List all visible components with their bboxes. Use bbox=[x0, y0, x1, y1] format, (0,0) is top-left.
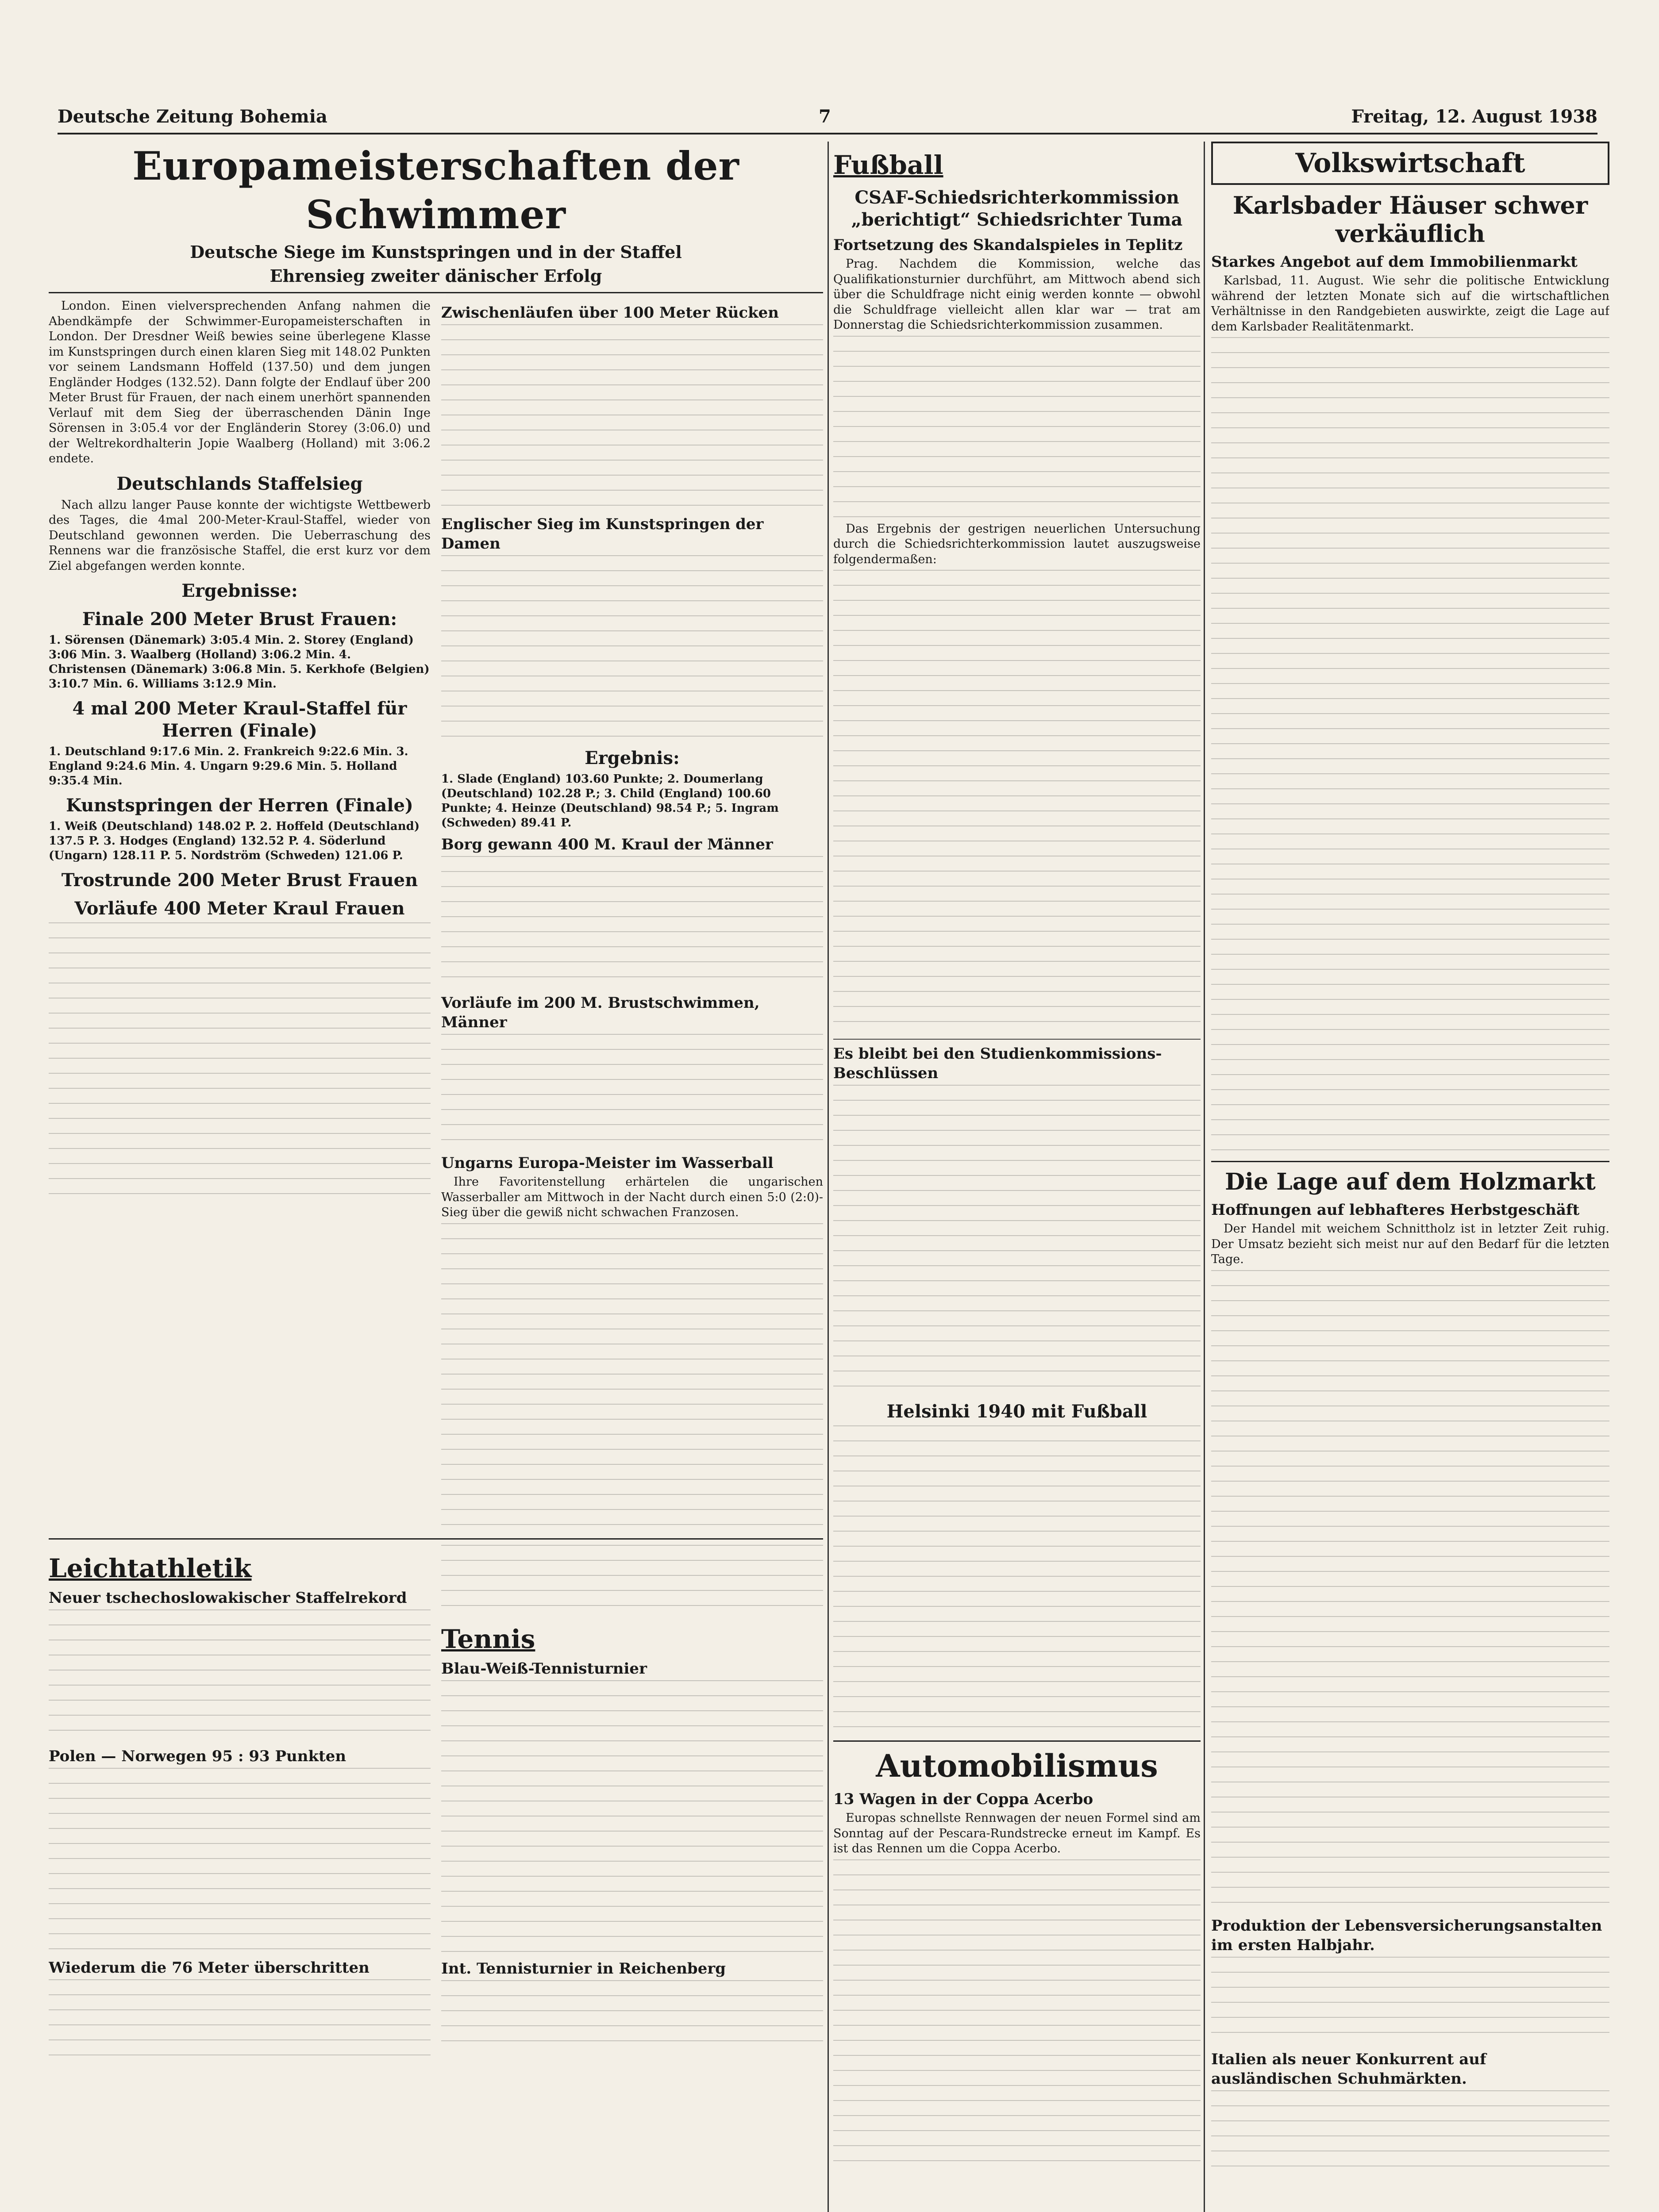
text-lines bbox=[1211, 1270, 1609, 1912]
lower-sport bbox=[49, 1545, 823, 2068]
kraul-staffel-results: 1. Deutschland 9:17.6 Min. 2. Frankreich 9:22.6 Min. 3. England 9:24.6 Min. 4. Ungarn 9:29.6 Min. 5. Holland 9:35.4 Min. bbox=[49, 745, 408, 787]
text-lines bbox=[441, 1034, 823, 1149]
swim-subline-2: Ehrensieg zweiter dänischer Erfolg bbox=[269, 266, 602, 286]
swim-right bbox=[441, 299, 823, 1533]
auto-text: Europas schnellste Rennwagen der neuen Formel sind am Sonntag auf der Pescara-Rundstrecke erneut im Kampf. Es ist das Rennen um die Coppa Acerbo. bbox=[833, 1811, 1201, 1855]
kraul-staffel-heading: 4 mal 200 Meter Kraul-Staffel für Herren (Finale) bbox=[72, 698, 407, 741]
text-lines bbox=[49, 1768, 431, 1954]
kunst-results: 1. Weiß (Deutschland) 148.02 P. 2. Hoffeld (Deutschland) 137.5 P. 3. Hodges (England) 132.52 P. 4. Söderlund (Ungarn) 128.11 P. 5. Nordström (Schweden) 121.06 P. bbox=[49, 820, 420, 862]
text-lines bbox=[441, 856, 823, 989]
tennis-section: Tennis bbox=[441, 1624, 535, 1654]
ungarn-text: Ihre Favoritenstellung erhärtelen die ungarischen Wasserballer am Mittwoch in der Nacht durch einen 5:0 (2:0)-Sieg über die gewiß nicht schwachen Franzosen. bbox=[441, 1175, 823, 1219]
brust-final-results: 1. Sörensen (Dänemark) 3:05.4 Min. 2. Storey (England) 3:06 Min. 3. Waalberg (Holland) 3:06.2 Min. 4. Christensen (Dänemark) 3:06.8 Min. 5. Kerkhofe (Belgien) 3:10.7 Min. 6. Williams 3:12.9 Min. bbox=[49, 634, 430, 691]
text-lines bbox=[49, 922, 431, 1197]
rueck-heading: Zwischenläufen über 100 Meter Rücken bbox=[441, 304, 779, 322]
divider bbox=[833, 1740, 1201, 1742]
fussball-section: Fußball bbox=[833, 150, 943, 180]
text-lines bbox=[49, 1609, 431, 1742]
tennis-heading-1: Blau-Weiß-Tennisturnier bbox=[441, 1659, 647, 1678]
swim-subline: Deutsche Siege im Kunstspringen und in der Staffel bbox=[190, 242, 682, 262]
football-column bbox=[828, 142, 1201, 2212]
text-lines bbox=[441, 1980, 823, 2051]
trost-heading: Trostrunde 200 Meter Brust Frauen bbox=[61, 870, 418, 891]
leicht-block bbox=[49, 1545, 431, 2068]
versicherung-heading: Produktion der Lebensversicherungsanstalten im ersten Halbjahr. bbox=[1211, 1916, 1602, 1954]
sport-column bbox=[49, 142, 823, 2212]
text-lines bbox=[833, 570, 1201, 1034]
holzmarkt-sub: Hoffnungen auf lebhafteres Herbstgeschäft bbox=[1211, 1201, 1580, 1219]
text-lines bbox=[833, 1859, 1201, 2169]
damen-heading: Englischer Sieg im Kunstspringen der Damen bbox=[441, 515, 764, 553]
results-heading: Ergebnisse: bbox=[181, 580, 298, 601]
staffel-text: Nach allzu langer Pause konnte der wichtigste Wettbewerb des Tages, die 4mal 200-Meter-Kraul-Staffel, wieder von Deutschland gewonnen werden. Die Ueberraschung des Rennens war die französische Staffel, die erst kurz vor dem Ziel abgefangen werden konnte. bbox=[49, 498, 431, 573]
text-lines bbox=[1211, 1957, 1609, 2045]
text-lines bbox=[441, 324, 823, 510]
borg-heading: Borg gewann 400 M. Kraul der Männer bbox=[441, 836, 773, 853]
swim-columns bbox=[49, 299, 823, 1533]
leichtathletik-section: Leichtathletik bbox=[49, 1553, 252, 1583]
vorlauf-heading: Vorläufe 400 Meter Kraul Frauen bbox=[74, 898, 405, 919]
ungarn-heading: Ungarns Europa-Meister im Wasserball bbox=[441, 1154, 774, 1172]
paper-name: Deutsche Zeitung Bohemia bbox=[58, 106, 327, 127]
holzmarkt-text: Der Handel mit weichem Schnittholz ist in letzter Zeit ruhig. Der Umsatz bezieht sich meist nur auf den Bedarf für die letzten Tage. bbox=[1211, 1222, 1609, 1266]
issue-date: Freitag, 12. August 1938 bbox=[1351, 106, 1597, 127]
swim-lead: London. Einen vielversprechenden Anfang nahmen die Abendkämpfe der Schwimmer-Europameisterschaften in London. Der Dresdner Weiß bewies seine überlegene Klasse im Kunstspringen durch einen klaren Sieg mit 148.02 Punkten vor seinem Landsmann Hoffeld (137.50) und dem jungen Engländer Hodges (132.52). Dann folgte der Endlauf über 200 Meter Brust für Frauen, der nach einem unerhört spannenden Verlauf mit dem Sieg der überraschenden Dänin Inge Sörensen in 3:05.4 vor der Engländerin Storey (3:06.0) und der Weltrekordhalterin Jopie Waalberg (Holland) mit 3:06.2 endete. bbox=[49, 299, 431, 465]
text-lines bbox=[833, 336, 1201, 522]
fussball-sub: Fortsetzung des Skandalspieles in Teplitz bbox=[833, 236, 1183, 254]
fussball-headline: CSAF-Schiedsrichterkommission „berichtigt“ Schiedsrichter Tuma bbox=[851, 187, 1183, 230]
brust-final-heading: Finale 200 Meter Brust Frauen: bbox=[82, 609, 397, 630]
auto-section: Automobilismus bbox=[876, 1747, 1158, 1784]
karlsbad-headline: Karlsbader Häuser schwer verkäuflich bbox=[1232, 191, 1588, 248]
volkswirtschaft-section: Volkswirtschaft bbox=[1211, 142, 1609, 185]
text-lines bbox=[441, 555, 823, 741]
polen-heading: Polen — Norwegen 95 : 93 Punkten bbox=[49, 1747, 346, 1765]
text-lines bbox=[1211, 2090, 1609, 2179]
text-lines bbox=[1211, 337, 1609, 1156]
divider bbox=[49, 292, 823, 293]
karlsbad-sub: Starkes Angebot auf dem Immobilienmarkt bbox=[1211, 253, 1578, 271]
rekord-heading: Neuer tschechoslowakischer Staffelrekord bbox=[49, 1589, 407, 1607]
divider bbox=[833, 1039, 1201, 1040]
tennis-block bbox=[441, 1545, 823, 2068]
fussball-ergebnis: Das Ergebnis der gestrigen neuerlichen Untersuchung durch die Schiedsrichterkommission lautet auszugsweise folgendermaßen: bbox=[833, 522, 1201, 566]
divider bbox=[1211, 1161, 1609, 1162]
holzmarkt-headline: Die Lage auf dem Holzmarkt bbox=[1225, 1168, 1596, 1195]
kunst-heading: Kunstspringen der Herren (Finale) bbox=[66, 795, 413, 816]
text-lines bbox=[441, 1545, 823, 1616]
zweite-heading: Wiederum die 76 Meter überschritten bbox=[49, 1959, 370, 1977]
helsinki-heading: Helsinki 1940 mit Fußball bbox=[886, 1401, 1147, 1422]
text-lines bbox=[441, 1223, 823, 1533]
text-lines bbox=[833, 1425, 1201, 1735]
masthead bbox=[58, 106, 1597, 134]
brust-m-heading: Vorläufe im 200 M. Brustschwimmen, Männer bbox=[441, 994, 760, 1031]
staffel-heading: Deutschlands Staffelsieg bbox=[116, 473, 363, 494]
economy-column bbox=[1204, 142, 1609, 2212]
damen-results: 1. Slade (England) 103.60 Punkte; 2. Doumerlang (Deutschland) 102.28 P.; 3. Child (England) 100.60 Punkte; 4. Heinze (Deutschland) 98.54 P.; 5. Ingram (Schweden) 89.41 P. bbox=[441, 772, 779, 830]
page-number: 7 bbox=[819, 106, 831, 127]
karlsbad-text: Karlsbad, 11. August. Wie sehr die politische Entwicklung während der letzten Monate sich auf die wirtschaftlichen Verhältnisse in den Randgebieten auswirkte, zeigt die Lage auf dem Karlsbader Realitätenmarkt. bbox=[1211, 274, 1609, 334]
divider bbox=[49, 1538, 823, 1540]
fussball-text: Prag. Nachdem die Kommission, welche das Qualifikationsturnier durchführt, am Mittwoch abend sich über die Schuldfrage nicht einig werden konnte — obwohl die Schuldfrage vielleicht allen klar war — trat am Donnerstag die Schiedsrichterkommission zusammen. bbox=[833, 257, 1201, 332]
italien-heading: Italien als neuer Konkurrent auf ausländischen Schuhmärkten. bbox=[1211, 2050, 1486, 2088]
text-lines bbox=[49, 1979, 431, 2068]
text-lines bbox=[833, 1085, 1201, 1394]
ergebnis-heading: Ergebnis: bbox=[585, 748, 680, 768]
studien-heading: Es bleibt bei den Studienkommissions-Beschlüssen bbox=[833, 1045, 1162, 1082]
tennis-heading-2: Int. Tennisturnier in Reichenberg bbox=[441, 1959, 726, 1978]
swim-headline: Europameisterschaften der Schwimmer bbox=[132, 143, 739, 238]
auto-heading: 13 Wagen in der Coppa Acerbo bbox=[833, 1790, 1093, 1808]
swim-left bbox=[49, 299, 431, 1533]
text-lines bbox=[441, 1680, 823, 1955]
